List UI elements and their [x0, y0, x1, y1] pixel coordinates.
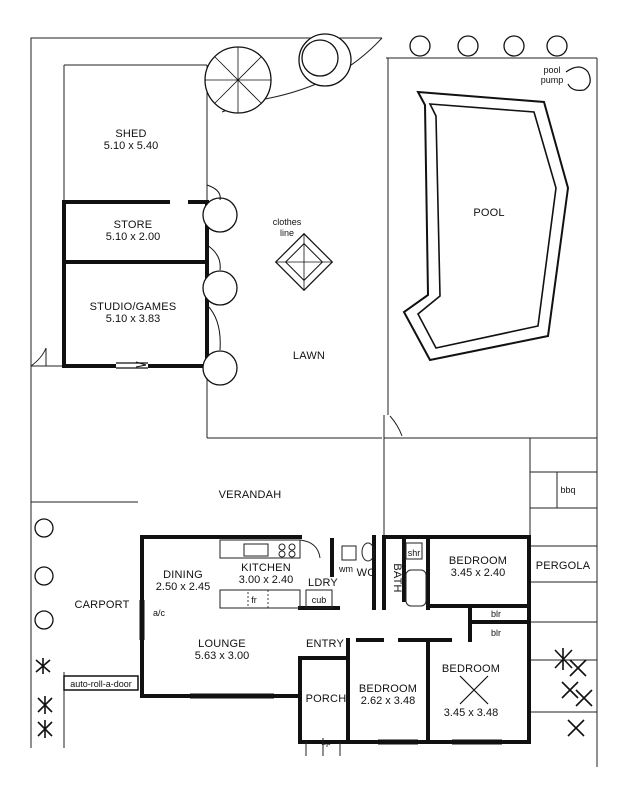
- pool-label: POOL: [473, 207, 505, 219]
- pool-pump-label: pool: [543, 65, 561, 75]
- clothes-line-label: clothes: [272, 217, 302, 227]
- verandah-label: VERANDAH: [218, 489, 282, 501]
- bedroom3-label: BEDROOM: [441, 663, 501, 675]
- steps-up-label: up: [320, 737, 332, 747]
- bath-label: BATH: [391, 563, 403, 593]
- kitchen-dims: 3.00 x 2.40: [238, 574, 294, 586]
- studio-label: STUDIO/GAMES: [89, 301, 177, 313]
- kitchen-label: KITCHEN: [241, 562, 291, 574]
- entry-label: ENTRY: [305, 638, 345, 650]
- washing-machine-label: wm: [339, 564, 353, 574]
- bedroom1-dims: 3.45 x 2.40: [450, 567, 506, 579]
- pergola-label: PERGOLA: [535, 560, 591, 572]
- store-dims: 5.10 x 2.00: [105, 231, 161, 243]
- dining-label: DINING: [163, 569, 203, 581]
- bbq-label: bbq: [560, 485, 576, 495]
- dining-dims: 2.50 x 2.45: [155, 581, 211, 593]
- wc-label: WC: [356, 567, 376, 579]
- ceiling-fan-icon: [460, 676, 488, 704]
- shed-label: SHED: [115, 128, 147, 140]
- fridge-label: fr: [251, 595, 257, 605]
- pool: [388, 58, 590, 415]
- carport-label: CARPORT: [74, 599, 130, 611]
- aircon-label: a/c: [152, 608, 166, 618]
- bedroom2-label: BEDROOM: [358, 683, 418, 695]
- store-label: STORE: [113, 219, 153, 231]
- bedroom2-dims: 2.62 x 3.48: [360, 695, 416, 707]
- laundry-label: LDRY: [308, 577, 338, 589]
- bedroom1-label: BEDROOM: [448, 555, 508, 567]
- auto-door-label: auto-roll-a-door: [70, 679, 132, 689]
- pool-pump-label-2: pump: [540, 75, 564, 85]
- cupboard-label: cub: [311, 595, 327, 605]
- studio-dims: 5.10 x 3.83: [105, 313, 161, 325]
- lawn-label: LAWN: [292, 350, 326, 362]
- bedroom3-dims: 3.45 x 3.48: [443, 707, 499, 719]
- lounge-label: LOUNGE: [198, 638, 246, 650]
- shed-dims: 5.10 x 5.40: [103, 140, 159, 152]
- clothes-line-label-2: line: [279, 228, 295, 238]
- porch-label: PORCH: [305, 693, 347, 705]
- built-in-robe-2-label: blr: [490, 628, 502, 638]
- lounge-dims: 5.63 x 3.00: [194, 650, 250, 662]
- built-in-robe-1-label: blr: [490, 609, 502, 619]
- clothes-line: [276, 234, 333, 291]
- shower-label: shr: [407, 548, 421, 558]
